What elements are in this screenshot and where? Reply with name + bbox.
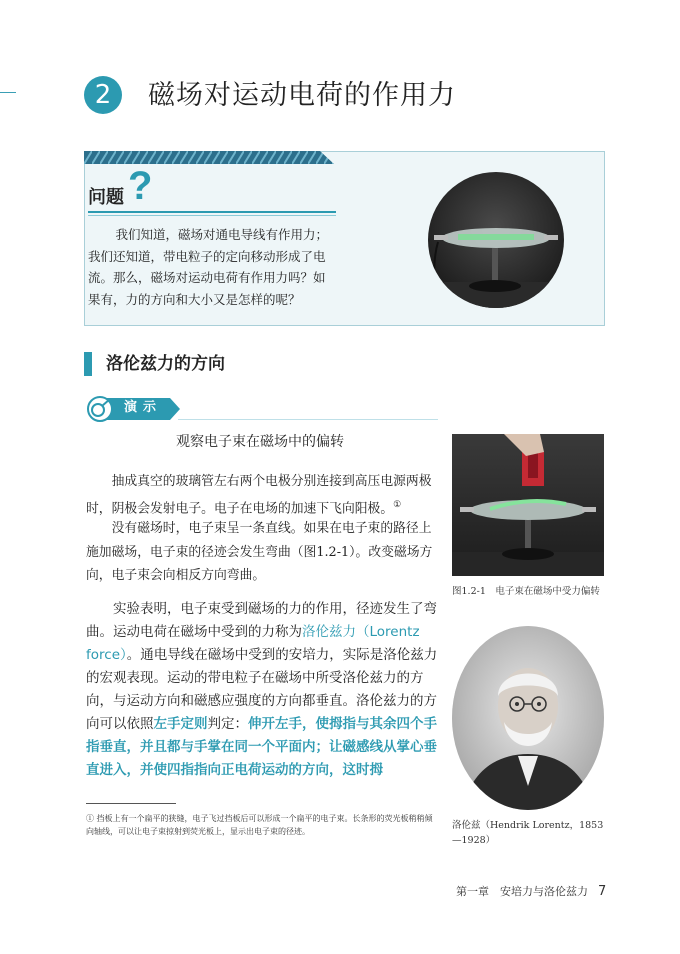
body-text: 。通电导线在磁场中受到的安培力，实际是洛伦兹力的宏观表现。运动的带电粒子在磁场中所受洛伦兹力的方向，与运动方向和磁感应强度的方向都垂直。洛伦兹力的方向可以依照: [86, 647, 438, 732]
body-text: 实验表明，电子束受到磁场的力的作用，径迹发生了弯曲。运动电荷在磁场中受到的力称为: [86, 601, 437, 640]
demo-divider: [178, 419, 438, 420]
footnote-ref[interactable]: ①: [393, 499, 402, 510]
question-divider-thin: [88, 215, 336, 216]
demo-paragraph-2: [86, 517, 438, 588]
demo-text: 没有磁场时，电子束呈一条直线。如果在电子束的路径上施加磁场，电子束的径迹会发生弯曲（图1.2-1）。改变磁场方向，电子束会向相反方向弯曲。: [86, 521, 433, 583]
cathode-ray-tube-photo: [428, 172, 564, 308]
electron-beam-deflection-photo: [452, 434, 604, 576]
subsection-title: 洛伦兹力的方向: [106, 354, 225, 374]
subsection-marker: [84, 352, 92, 376]
section-number-badge: 2: [84, 76, 122, 114]
body-text: 判定：: [207, 716, 248, 732]
question-line: 我们知道，磁场对通电导线有作用力；: [115, 227, 329, 242]
page-number: 7: [598, 884, 607, 899]
experiment-title: 观察电子束在磁场中的偏转: [176, 434, 344, 450]
question-mark-icon: ?: [128, 164, 153, 208]
question-line: 果有，力的方向和大小又是怎样的呢？: [88, 291, 301, 307]
term-left-hand-rule: 左手定则: [153, 716, 208, 732]
demo-text: 抽成真空的玻璃管左右两个电极分别连接到高压电源两极时，阴极会发射电子。电子在电场的加速下飞向阳极。: [86, 474, 432, 516]
demo-paragraph-1: [86, 470, 438, 520]
left-hand-rule-statement: 伸开左手，使拇指与其余四个手指垂直，并且都与手掌在同一个平面内；让磁感线从掌心垂直进入，并使四指指向正电荷运动的方向，这时拇: [86, 716, 437, 778]
margin-rule: [0, 92, 16, 93]
page-footer: [456, 884, 606, 900]
footnote: ① 挡板上有一个扁平的狭缝，电子飞过挡板后可以形成一个扁平的电子束。长条形的荧光板稍稍倾向轴线，可以让电子束掠射到荧光板上，显示出电子束的径迹。: [86, 814, 433, 836]
question-label: 问题: [88, 187, 124, 208]
footnote-divider: [86, 803, 176, 804]
portrait-caption: 洛伦兹（Hendrik Lorentz，1853—1928）: [452, 820, 604, 846]
figure-caption: 图1.2-1 电子束在磁场中受力偏转: [452, 586, 600, 597]
chapter-title: 第一章 安培力与洛伦兹力: [456, 885, 588, 898]
main-paragraph: [86, 598, 441, 782]
question-text: [88, 224, 384, 310]
question-box-pattern-band: [84, 151, 334, 164]
lorentz-portrait: [452, 626, 604, 810]
question-line: 我们还知道，带电粒子的定向移动形成了电: [88, 248, 326, 264]
section-title: 磁场对运动电荷的作用力: [148, 80, 456, 111]
question-line: 流。那么，磁场对运动电荷有作用力吗？如: [88, 270, 326, 285]
demo-label: 演示: [124, 400, 163, 415]
question-divider: [88, 211, 336, 213]
term-lorentz-force: 洛伦兹力（Lorentz force）: [86, 624, 420, 663]
